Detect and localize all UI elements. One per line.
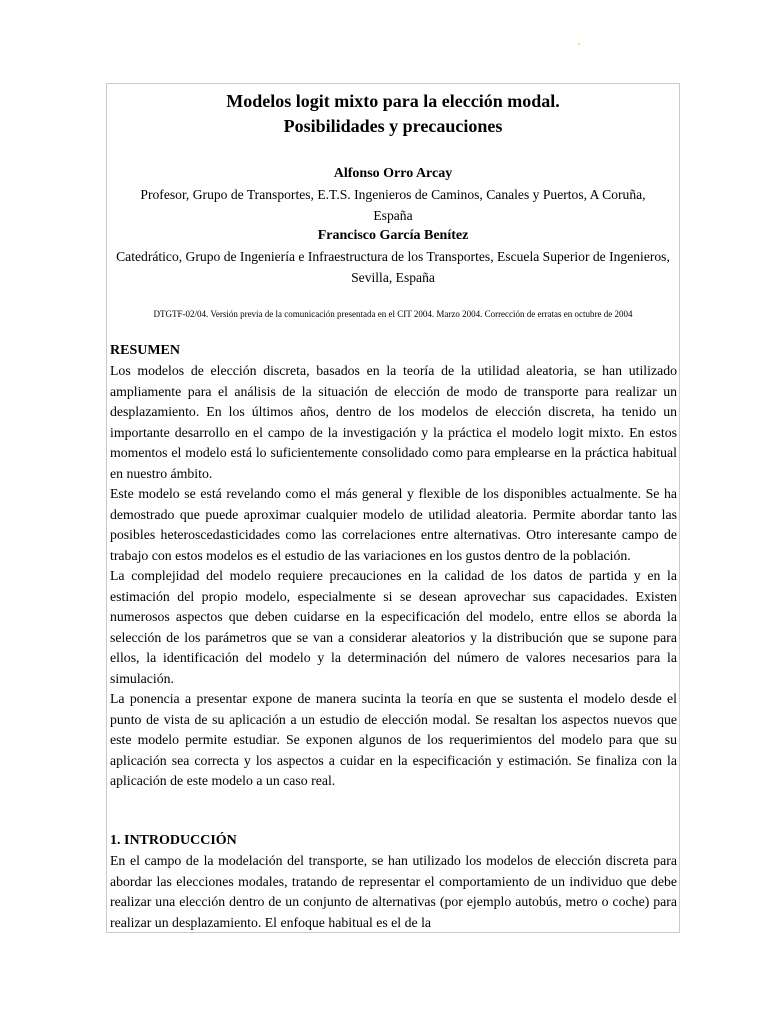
- introduction-heading: 1. INTRODUCCIÓN: [110, 833, 237, 848]
- abstract-paragraph: La ponencia a presentar expone de manera sucinta la teoría en que se sustenta el modelo desde el punto de vista de su aplicación a un estudio de elección modal. Se resaltan los aspectos nuevos que este modelo permite estudiar. Se exponen algunos de los requerimientos del modelo para que su aplicación sea correcta y los aspectos a cuidar en la especificación y estimación. Se finaliza con la aplicación de este modelo a un caso real.: [110, 691, 677, 788]
- abstract-paragraph: La complejidad del modelo requiere precauciones en la calidad de los datos de partida y en la estimación del propio modelo, especialmente si se desean aprovechar sus capacidades. Existen numerosos aspectos que deben cuidarse en la especificación del modelo, entre ellos se aborda la selección de los parámetros que se van a considerar aleatorios y la distribución que se supone para ellos, la identificación del modelo y la determinación del número de valores necesarios para la simulación.: [110, 568, 677, 686]
- abstract-body: [110, 361, 677, 792]
- author-block-2: [107, 225, 679, 288]
- author-block-1: [107, 163, 679, 226]
- abstract-paragraph: Este modelo se está revelando como el más general y flexible de los disponibles actualmente. Se ha demostrado que puede aproximar cualquier modelo de utilidad aleatoria. Permite abordar tanto las posibles heteroscedasticidades como las correlaciones entre alternativas. Otro interesante campo de trabajo con estos modelos es el estudio de las variaciones en los gustos dentro de la población.: [110, 486, 677, 563]
- author-name: Alfonso Orro Arcay: [333, 166, 453, 181]
- version-note: DTGTF-02/04. Versión previa de la comunicación presentada en el CIT 2004. Marzo 2004. Corrección de erratas en octubre de 2004: [153, 309, 633, 319]
- document-page: [106, 83, 680, 933]
- title-line-2: Posibilidades y precauciones: [283, 116, 503, 136]
- paper-title: [107, 89, 679, 139]
- introduction-body: [110, 851, 677, 933]
- introduction-paragraph: En el campo de la modelación del transporte, se han utilizado los modelos de elección discreta para abordar las elecciones modales, tratando de representar el comportamiento de un individuo que debe realizar una elección dentro de un conjunto de alternativas (por ejemplo autobús, metro o coche) para realizar un desplazamiento. El enfoque habitual es el de la: [110, 853, 677, 930]
- abstract-paragraph: Los modelos de elección discreta, basados en la teoría de la utilidad aleatoria, se han utilizado ampliamente para el análisis de la situación de elección de modo de transporte para realizar un desplazamiento. En los últimos años, dentro de los modelos de elección discreta, ha tenido un importante desarrollo en el campo de la investigación y la práctica el modelo logit mixto. En estos momentos el modelo está lo suficientemente consolidado como para emplearse en la práctica habitual en nuestro ámbito.: [110, 363, 677, 481]
- author-name: Francisco García Benítez: [317, 228, 469, 243]
- scan-speck: [578, 43, 580, 45]
- author-affiliation: Profesor, Grupo de Transportes, E.T.S. Ingenieros de Caminos, Canales y Puertos, A Coruña, España: [140, 187, 646, 223]
- author-affiliation: Catedrático, Grupo de Ingeniería e Infraestructura de los Transportes, Escuela Superior de Ingenieros, Sevilla, España: [116, 249, 670, 285]
- abstract-heading: RESUMEN: [110, 343, 181, 358]
- title-line-1: Modelos logit mixto para la elección modal.: [226, 91, 560, 111]
